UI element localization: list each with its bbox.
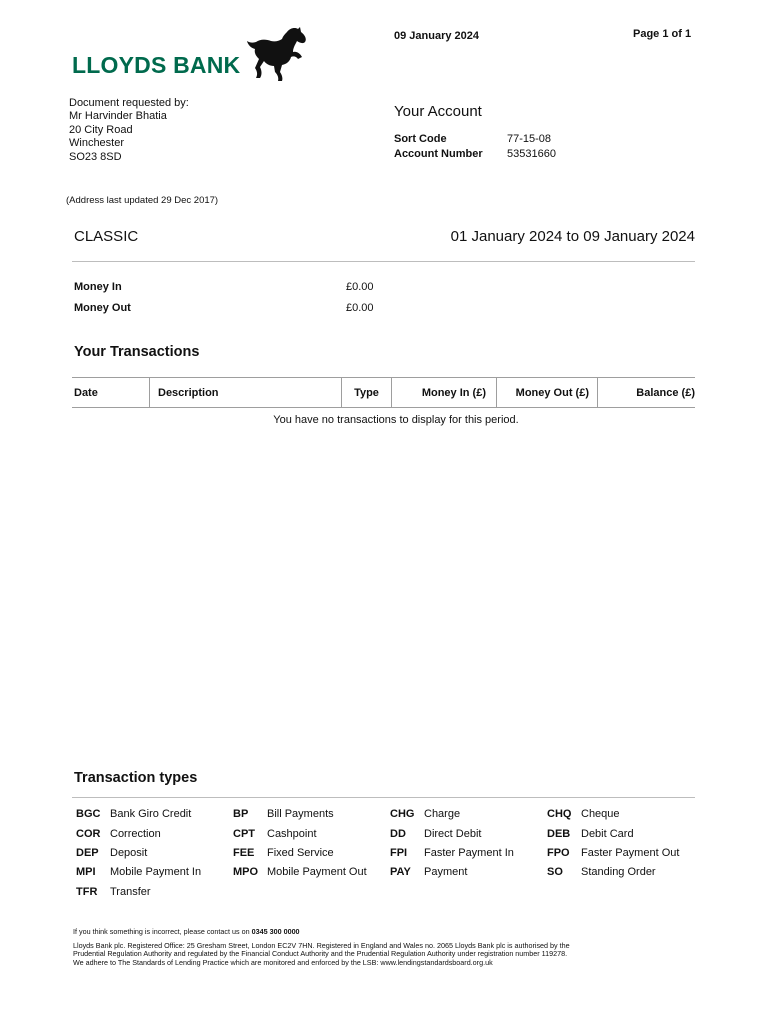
footer-contact-text: If you think something is incorrect, please contact us on [73, 927, 250, 936]
column-header-date: Date [74, 386, 98, 399]
no-transactions-message: You have no transactions to display for this period. [273, 414, 519, 426]
type-description: Faster Payment Out [581, 847, 680, 859]
money-in-label: Money In [74, 281, 122, 293]
statement-date: 09 January 2024 [394, 30, 480, 42]
type-code: CHG [390, 808, 415, 820]
requested-by-label: Document requested by: [69, 97, 189, 109]
divider [72, 797, 695, 798]
footer-contact [73, 927, 300, 936]
type-description: Cashpoint [267, 828, 317, 840]
type-code: FPI [390, 847, 408, 859]
type-code: DEB [547, 828, 571, 840]
divider [72, 261, 695, 262]
column-header-money-in: Money In (£) [391, 378, 496, 407]
customer-name: Mr Harvinder Bhatia [69, 110, 167, 123]
type-description: Transfer [110, 886, 151, 898]
money-in-value: £0.00 [346, 281, 374, 293]
type-description: Standing Order [581, 866, 656, 878]
type-code: TFR [76, 886, 98, 898]
type-code: MPO [233, 866, 259, 878]
type-description: Correction [110, 828, 161, 840]
type-code: CHQ [547, 808, 572, 820]
type-description: Mobile Payment In [110, 866, 202, 878]
type-code: COR [76, 828, 101, 840]
your-account-title: Your Account [394, 103, 482, 120]
type-code: BP [233, 808, 249, 820]
product-name: CLASSIC [74, 228, 139, 245]
money-out-value: £0.00 [346, 302, 374, 314]
type-description: Deposit [110, 847, 148, 859]
type-code: MPI [76, 866, 96, 878]
sort-code-value: 77-15-08 [507, 133, 552, 145]
column-header-money-out: Money Out (£) [496, 378, 597, 407]
type-description: Direct Debit [424, 828, 482, 840]
column-header-type: Type [341, 378, 391, 407]
address-last-updated: (Address last updated 29 Dec 2017) [66, 195, 219, 206]
statement-period: 01 January 2024 to 09 January 2024 [450, 228, 695, 245]
type-code: PAY [390, 866, 411, 878]
account-number-value: 53531660 [507, 148, 556, 160]
black-horse-icon [244, 26, 310, 82]
type-code: DD [390, 828, 406, 840]
address-line1: 20 City Road [69, 123, 133, 136]
type-description: Mobile Payment Out [267, 866, 367, 878]
type-code: BGC [76, 808, 101, 820]
type-description: Cheque [581, 808, 620, 820]
type-description: Fixed Service [267, 847, 334, 859]
type-description: Charge [424, 808, 461, 820]
type-code: FEE [233, 847, 255, 859]
account-number-label: Account Number [394, 148, 483, 160]
column-header-description: Description [149, 378, 341, 407]
type-description: Bill Payments [267, 808, 334, 820]
type-code: FPO [547, 847, 570, 859]
address-postcode: SO23 8SD [69, 150, 122, 163]
type-code: SO [547, 866, 563, 878]
transaction-types-title: Transaction types [74, 770, 198, 786]
footer-contact-phone: 0345 300 0000 [251, 927, 300, 936]
type-description: Bank Giro Credit [110, 808, 192, 820]
type-description: Payment [424, 866, 468, 878]
type-code: DEP [76, 847, 99, 859]
transactions-table-header [72, 377, 695, 408]
sort-code-label: Sort Code [394, 133, 447, 145]
type-code: CPT [233, 828, 255, 840]
type-description: Debit Card [581, 828, 634, 840]
bank-logo-text: LLOYDS BANK [72, 52, 241, 78]
transactions-title: Your Transactions [74, 344, 200, 360]
footer-legal-text: Lloyds Bank plc. Registered Office: 25 Gresham Street, London EC2V 7HN. Registered in England and Wales no. 2065 Lloyds Bank plc is authorised by the Prudential Regulation Authority and regulated by the Financial Conduct Authority and the Prudential Regulation Authority under registration number 119278. We adhere to The Standards of Lending Practice which are monitored and enforced by the LSB: www.lendingstandardsboard.org.uk [73, 941, 570, 967]
address-city: Winchester [69, 137, 125, 150]
column-header-balance: Balance (£) [597, 378, 695, 407]
address-block [69, 97, 189, 164]
money-out-label: Money Out [74, 302, 131, 314]
type-description: Faster Payment In [424, 847, 514, 859]
page-indicator: Page 1 of 1 [633, 28, 692, 40]
